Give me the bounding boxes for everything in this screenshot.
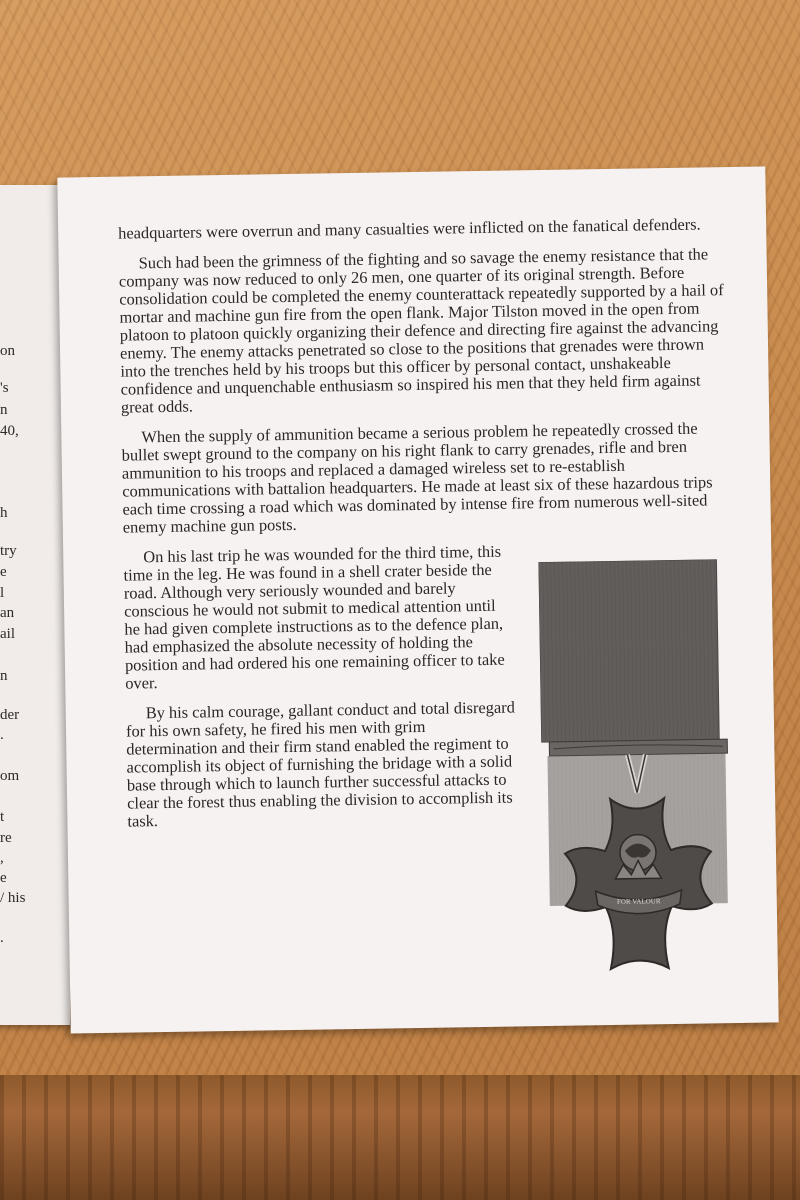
left-fragment: der [0,707,20,723]
left-fragment: t [0,809,5,825]
victoria-cross-medal-image [538,559,734,977]
left-fragment: n [0,402,8,418]
medal-ribbon [538,559,719,742]
left-fragment: . [0,727,4,743]
left-fragment: h [0,505,8,521]
left-fragment: an [0,605,15,621]
paragraph: Such had been the grimness of the fighting and so savage the enemy resistance that the company was now reduced to only 26 men, one quarter of its original strength. Before consolidation could be completed the enemy counterattack repeatedly supported by a hail of mortar and machine gun fire from the open flank. Major Tilston moved in the open from platoon to platoon quickly organizing their defence and directing fire against the advancing enemy. The enemy attacks penetrated so close to the positions that grenades were thrown into the trenches held by his troops but this officer by personal contact, unshakeable confidence and unquenchable enthusiasm so inspired his men that they held firm against great odds. [118,244,724,417]
left-fragment: e [0,870,7,886]
left-fragment: 40, [0,423,19,439]
left-fragment: n [0,668,8,684]
right-page [57,166,778,1033]
left-fragment: / his [0,890,26,906]
left-fragment: , [0,850,4,866]
left-fragment: on [0,343,15,359]
left-fragment: l [0,585,5,601]
medal-illustration [538,559,734,977]
paragraph: headquarters were overrun and many casualties were inflicted on the fanatical defenders. [118,214,701,243]
left-fragment: 's [0,380,9,396]
medal-motto: FOR VALOUR [616,897,661,906]
left-fragment: om [0,768,20,784]
paragraph: By his calm courage, gallant conduct and total disregard for his own safety, he fired his men with grim determination and their firm stand enabled the regiment to accomplish its object of furnishing the bridage with a solid base through which to launch further successful attacks to clear the forest thus enabling the division to accomplish its task. [125,697,515,831]
left-fragment: re [0,830,12,846]
left-fragment: e [0,564,7,580]
left-fragment: ail [0,626,15,642]
left-fragment: . [0,930,4,946]
paragraph: When the supply of ammunition became a serious problem he repeatedly crossed the bullet swept ground to the company on his right flank to carry grenades, rifle and bren ammunition to his troops and replaced a damaged wireless set to re-establish communications with battalion headquarters. He made at least six of these hazardous trips each time crossing a road which was dominated by intense fire from numerous well-sited enemy machine gun posts. [121,418,713,537]
left-fragment: try [0,543,17,559]
paragraph: On his last trip he was wounded for the third time, this time in the leg. He was found in a shell crater beside the road. Although very seriously wounded and barely conscious he would not submit to medical attention until he had given complete instructions as to the defence plan, had emphasized the absolute necessity of holding the position and had ordered his one remaining officer to take over. [123,541,505,693]
table-edge [0,1075,800,1200]
left-page-text [0,185,60,1025]
